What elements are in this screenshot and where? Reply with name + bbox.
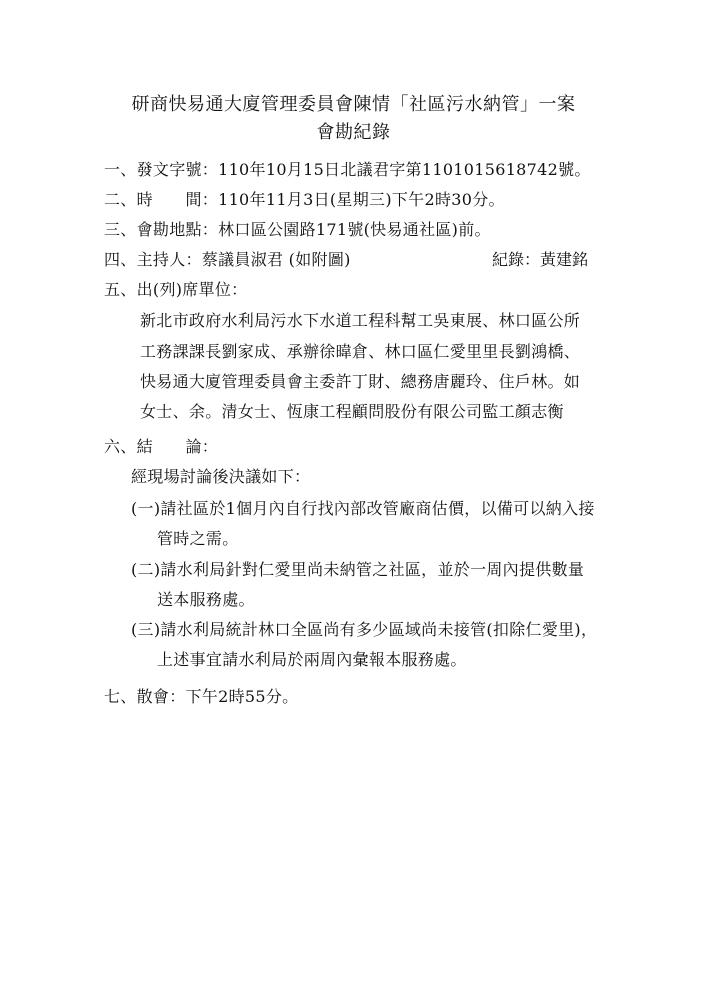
conclusion-item-2-line2: 送本服務處。 bbox=[157, 590, 255, 609]
document-title-line2: 會勘紀錄 bbox=[316, 122, 391, 143]
conclusion-item-2-line1: (二)請水利局針對仁愛里尚未納管之社區，並於一周內提供數量 bbox=[131, 560, 585, 579]
item-host: 四、主持人：蔡議員淑君 (如附圖) bbox=[104, 250, 351, 269]
conclusion-item-3-line1: (三)請水利局統計林口全區尚有多少區域尚未接管(扣除仁愛里)， bbox=[131, 620, 598, 639]
item-time: 二、時 間：110年11月3日(星期三)下午2時30分。 bbox=[104, 190, 505, 209]
conclusion-intro: 經現場討論後決議如下： bbox=[131, 467, 311, 486]
item-recorder: 紀錄：黃建銘 bbox=[492, 250, 589, 269]
conclusion-item-1-line2: 管時之需。 bbox=[157, 529, 239, 548]
item-attendees-heading: 五、出(列)席單位： bbox=[104, 280, 248, 299]
attendees-line: 工務課課長劉家成、承辦徐暐倉、林口區仁愛里里長劉鴻橋、 bbox=[140, 342, 581, 361]
attendees-line: 新北市政府水利局污水下水道工程科幫工吳東展、林口區公所 bbox=[140, 311, 581, 330]
item-location: 三、會勘地點：林口區公園路171號(快易通社區)前。 bbox=[104, 220, 491, 239]
attendees-line: 女士、余。清女士、恆康工程顧問股份有限公司監工顏志衡 bbox=[140, 402, 564, 421]
conclusion-item-3-line2: 上述事宜請水利局於兩周內彙報本服務處。 bbox=[157, 650, 467, 669]
attendees-line: 快易通大廈管理委員會主委許丁財、總務唐麗玲、住戶林。如 bbox=[140, 372, 581, 391]
conclusion-item-1-line1: (一)請社區於1個月內自行找內部改管廠商估價，以備可以納入接 bbox=[131, 499, 595, 518]
document-title-line1: 研商快易通大廈管理委員會陳情「社區污水納管」一案 bbox=[131, 94, 576, 115]
item-issue-number: 一、發文字號：110年10月15日北議君字第1101015618742號。 bbox=[104, 160, 591, 179]
item-conclusion-heading: 六、結 論： bbox=[104, 437, 219, 456]
item-adjourn: 七、散會：下午2時55分。 bbox=[104, 687, 299, 706]
